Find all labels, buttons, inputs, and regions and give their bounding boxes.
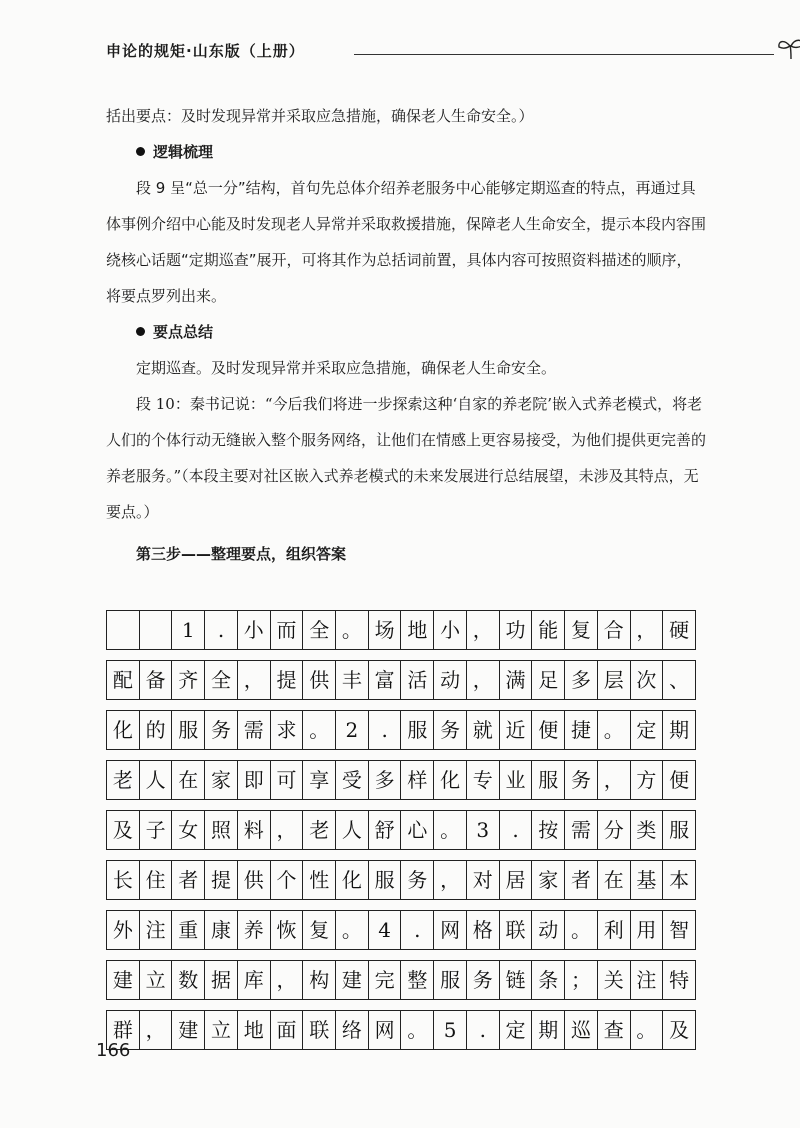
answer-grid-cell: 人 xyxy=(140,761,173,799)
answer-grid-row xyxy=(106,760,696,800)
answer-grid-cell: . xyxy=(401,911,434,949)
answer-grid-cell: 。 xyxy=(336,611,369,649)
answer-grid-cell: 建 xyxy=(172,1011,205,1049)
answer-grid-cell: 齐 xyxy=(172,661,205,699)
answer-grid-cell: 网 xyxy=(369,1011,402,1049)
answer-grid-cell: 数 xyxy=(172,961,205,999)
step-three-heading: 第三步——整理要点，组织答案 xyxy=(136,545,347,563)
answer-grid-cell: 定 xyxy=(631,711,664,749)
answer-grid-cell: 全 xyxy=(205,661,238,699)
answer-grid-cell: 格 xyxy=(467,911,500,949)
answer-grid-cell: 建 xyxy=(336,961,369,999)
answer-grid-cell: 。 xyxy=(598,711,631,749)
answer-grid-cell: 务 xyxy=(565,761,598,799)
answer-grid-cell: ， xyxy=(238,661,271,699)
answer-grid-cell: 住 xyxy=(140,861,173,899)
answer-grid-cell: 层 xyxy=(598,661,631,699)
answer-grid-cell: 。 xyxy=(434,811,467,849)
answer-grid-cell: 长 xyxy=(107,861,140,899)
answer-grid-cell: 动 xyxy=(532,911,565,949)
answer-grid-cell: 女 xyxy=(172,811,205,849)
answer-grid-cell: 服 xyxy=(434,961,467,999)
answer-grid-cell: 化 xyxy=(434,761,467,799)
answer-grid-cell: 活 xyxy=(401,661,434,699)
answer-grid-cell: 智 xyxy=(663,911,696,949)
answer-grid-cell: 舒 xyxy=(369,811,402,849)
answer-grid-cell: . xyxy=(500,811,533,849)
answer-grid-cell: 方 xyxy=(631,761,664,799)
answer-grid-cell: 库 xyxy=(238,961,271,999)
answer-grid-cell: 群 xyxy=(107,1011,140,1049)
answer-grid-cell: 捷 xyxy=(565,711,598,749)
answer-grid-row xyxy=(106,1010,696,1050)
answer-grid-cell: 的 xyxy=(140,711,173,749)
answer-grid-cell: ； xyxy=(565,961,598,999)
sprout-icon xyxy=(776,36,800,60)
answer-grid-cell: 家 xyxy=(532,861,565,899)
answer-grid-cell: 基 xyxy=(631,861,664,899)
answer-grid-cell: 业 xyxy=(500,761,533,799)
book-title: 申论的规矩·山东版（上册） xyxy=(106,42,305,60)
answer-grid-cell: 次 xyxy=(631,661,664,699)
answer-grid-cell: 查 xyxy=(598,1011,631,1049)
answer-grid-cell: 条 xyxy=(532,961,565,999)
answer-grid-cell: 服 xyxy=(172,711,205,749)
answer-grid-cell: 心 xyxy=(401,811,434,849)
answer-grid-cell: 5 xyxy=(434,1011,467,1049)
answer-grid-cell: 。 xyxy=(336,911,369,949)
answer-grid-cell: 本 xyxy=(663,861,696,899)
answer-grid-cell: 地 xyxy=(238,1011,271,1049)
paragraph-continuation: 括出要点：及时发现异常并采取应急措施，确保老人生命安全。） xyxy=(106,107,534,125)
answer-grid-cell: 关 xyxy=(598,961,631,999)
answer-grid-cell: 多 xyxy=(565,661,598,699)
quote-note: （本段主要对社区嵌入式养老模式的未来发展进行总结展望，未涉及其特点，无要点。） xyxy=(106,467,699,521)
answer-grid-cell: 功 xyxy=(500,611,533,649)
answer-grid-cell: 可 xyxy=(271,761,304,799)
answer-grid-cell: 网 xyxy=(434,911,467,949)
answer-grid-cell: 期 xyxy=(532,1011,565,1049)
answer-grid-cell: 及 xyxy=(107,811,140,849)
answer-grid-cell: 联 xyxy=(500,911,533,949)
answer-grid-cell: 性 xyxy=(303,861,336,899)
quote-paragraph xyxy=(106,386,706,530)
answer-grid-cell: 在 xyxy=(598,861,631,899)
answer-grid-cell: 老 xyxy=(107,761,140,799)
answer-grid-cell: 按 xyxy=(532,811,565,849)
answer-grid-cell: 而 xyxy=(271,611,304,649)
answer-grid-cell: 重 xyxy=(172,911,205,949)
answer-grid-cell: 分 xyxy=(598,811,631,849)
answer-grid-cell: 受 xyxy=(336,761,369,799)
answer-grid-cell: 硬 xyxy=(663,611,696,649)
answer-grid-cell xyxy=(140,611,173,649)
answer-grid-cell: 专 xyxy=(467,761,500,799)
summary-paragraph: 定期巡查。及时发现异常并采取应急措施，确保老人生命安全。 xyxy=(136,359,557,377)
answer-grid-cell: 整 xyxy=(401,961,434,999)
answer-grid xyxy=(106,610,696,1060)
answer-grid-cell: 务 xyxy=(401,861,434,899)
answer-grid-cell: ， xyxy=(467,661,500,699)
answer-grid-cell: 提 xyxy=(205,861,238,899)
answer-grid-cell: ， xyxy=(271,811,304,849)
answer-grid-cell: 样 xyxy=(401,761,434,799)
answer-grid-cell: 合 xyxy=(598,611,631,649)
answer-grid-cell: 照 xyxy=(205,811,238,849)
answer-grid-cell: 据 xyxy=(205,961,238,999)
answer-grid-cell: 场 xyxy=(369,611,402,649)
answer-grid-cell: 丰 xyxy=(336,661,369,699)
answer-grid-cell: 完 xyxy=(369,961,402,999)
answer-grid-cell: 注 xyxy=(140,911,173,949)
answer-grid-cell: 类 xyxy=(631,811,664,849)
answer-grid-cell: 建 xyxy=(107,961,140,999)
answer-grid-cell: 全 xyxy=(303,611,336,649)
answer-grid-row xyxy=(106,960,696,1000)
answer-grid-cell: 在 xyxy=(172,761,205,799)
answer-grid-cell: 化 xyxy=(336,861,369,899)
answer-grid-cell: 需 xyxy=(565,811,598,849)
answer-grid-cell: 务 xyxy=(205,711,238,749)
answer-grid-cell: 就 xyxy=(467,711,500,749)
answer-grid-cell: 恢 xyxy=(271,911,304,949)
answer-grid-row xyxy=(106,610,696,650)
logic-heading: 逻辑梳理 xyxy=(106,134,706,170)
summary-heading: 要点总结 xyxy=(106,314,706,350)
answer-grid-cell: 者 xyxy=(565,861,598,899)
answer-grid-cell: 人 xyxy=(336,811,369,849)
answer-grid-cell: 1 xyxy=(172,611,205,649)
answer-grid-cell: 近 xyxy=(500,711,533,749)
answer-grid-cell: 料 xyxy=(238,811,271,849)
answer-grid-row xyxy=(106,910,696,950)
answer-grid-cell: 需 xyxy=(238,711,271,749)
answer-grid-cell: . xyxy=(369,711,402,749)
answer-grid-cell: 足 xyxy=(532,661,565,699)
answer-grid-cell: 构 xyxy=(303,961,336,999)
answer-grid-cell: 。 xyxy=(565,911,598,949)
answer-grid-cell: ， xyxy=(631,611,664,649)
answer-grid-cell: 老 xyxy=(303,811,336,849)
answer-grid-cell: 享 xyxy=(303,761,336,799)
answer-grid-cell: . xyxy=(467,1011,500,1049)
answer-grid-cell: 能 xyxy=(532,611,565,649)
page-number: 166 xyxy=(96,1040,131,1061)
answer-grid-cell: 居 xyxy=(500,861,533,899)
answer-grid-cell: 康 xyxy=(205,911,238,949)
answer-grid-cell: 服 xyxy=(663,811,696,849)
answer-grid-cell: 特 xyxy=(663,961,696,999)
bullet-icon xyxy=(136,327,145,336)
answer-grid-cell: 及 xyxy=(663,1011,696,1049)
answer-grid-cell: 供 xyxy=(303,661,336,699)
answer-grid-cell: 家 xyxy=(205,761,238,799)
answer-grid-cell: 满 xyxy=(500,661,533,699)
answer-grid-cell: 供 xyxy=(238,861,271,899)
answer-grid-cell: 服 xyxy=(369,861,402,899)
answer-grid-cell: 化 xyxy=(107,711,140,749)
answer-grid-cell: ， xyxy=(598,761,631,799)
answer-grid-cell: 外 xyxy=(107,911,140,949)
answer-grid-cell: 子 xyxy=(140,811,173,849)
answer-grid-cell: 求 xyxy=(271,711,304,749)
body-text xyxy=(106,98,706,572)
answer-grid-cell: 提 xyxy=(271,661,304,699)
answer-grid-cell: 养 xyxy=(238,911,271,949)
answer-grid-cell: 4 xyxy=(369,911,402,949)
answer-grid-cell: 链 xyxy=(500,961,533,999)
answer-grid-cell: 者 xyxy=(172,861,205,899)
answer-grid-cell: 即 xyxy=(238,761,271,799)
answer-grid-row xyxy=(106,660,696,700)
answer-grid-cell: 立 xyxy=(140,961,173,999)
answer-grid-cell: 联 xyxy=(303,1011,336,1049)
answer-grid-cell: 注 xyxy=(631,961,664,999)
answer-grid-cell: 服 xyxy=(532,761,565,799)
answer-grid-cell: 、 xyxy=(663,661,696,699)
answer-grid-row xyxy=(106,860,696,900)
header-rule xyxy=(354,54,774,55)
answer-grid-cell: 用 xyxy=(631,911,664,949)
answer-grid-cell: ， xyxy=(467,611,500,649)
bullet-icon xyxy=(136,147,145,156)
answer-grid-cell: 配 xyxy=(107,661,140,699)
answer-grid-cell: 地 xyxy=(401,611,434,649)
answer-grid-cell: 复 xyxy=(565,611,598,649)
answer-grid-cell: 巡 xyxy=(565,1011,598,1049)
answer-grid-cell xyxy=(107,611,140,649)
answer-grid-cell: 。 xyxy=(401,1011,434,1049)
answer-grid-cell: 务 xyxy=(467,961,500,999)
answer-grid-row xyxy=(106,710,696,750)
answer-grid-cell: 务 xyxy=(434,711,467,749)
logic-paragraph: 段 9 呈“总一分”结构，首句先总体介绍养老服务中心能够定期巡查的特点，再通过具体事例介绍中心能及时发现老人异常并采取救援措施，保障老人生命安全，提示本段内容围绕核心话题“定期巡查”展开，可将其作为总括词前置，具体内容可按照资料描述的顺序，将要点罗列出来。 xyxy=(106,179,707,305)
answer-grid-cell: 动 xyxy=(434,661,467,699)
answer-grid-cell: 立 xyxy=(205,1011,238,1049)
answer-grid-cell: 3 xyxy=(467,811,500,849)
answer-grid-cell: ， xyxy=(434,861,467,899)
answer-grid-cell: 。 xyxy=(631,1011,664,1049)
answer-grid-cell: 便 xyxy=(532,711,565,749)
answer-grid-cell: 服 xyxy=(401,711,434,749)
answer-grid-cell: 复 xyxy=(303,911,336,949)
answer-grid-cell: 2 xyxy=(336,711,369,749)
answer-grid-cell: 面 xyxy=(271,1011,304,1049)
answer-grid-cell: 小 xyxy=(434,611,467,649)
answer-grid-cell: 定 xyxy=(500,1011,533,1049)
answer-grid-cell: 。 xyxy=(303,711,336,749)
answer-grid-cell: 小 xyxy=(238,611,271,649)
answer-grid-cell: ， xyxy=(271,961,304,999)
answer-grid-cell: . xyxy=(205,611,238,649)
answer-grid-cell: 络 xyxy=(336,1011,369,1049)
answer-grid-row xyxy=(106,810,696,850)
answer-grid-cell: 多 xyxy=(369,761,402,799)
answer-grid-cell: 期 xyxy=(663,711,696,749)
answer-grid-cell: 备 xyxy=(140,661,173,699)
page-header xyxy=(106,40,706,60)
answer-grid-cell: ， xyxy=(140,1011,173,1049)
answer-grid-cell: 便 xyxy=(663,761,696,799)
answer-grid-cell: 对 xyxy=(467,861,500,899)
answer-grid-cell: 富 xyxy=(369,661,402,699)
answer-grid-cell: 利 xyxy=(598,911,631,949)
answer-grid-cell: 个 xyxy=(271,861,304,899)
quote-text: 段 10：秦书记说：“今后我们将进一步探索这种‘自家的养老院’嵌入式养老模式，将老人们的个体行动无缝嵌入整个服务网络，让他们在情感上更容易接受，为他们提供更完善的养老服务。” xyxy=(106,395,707,485)
